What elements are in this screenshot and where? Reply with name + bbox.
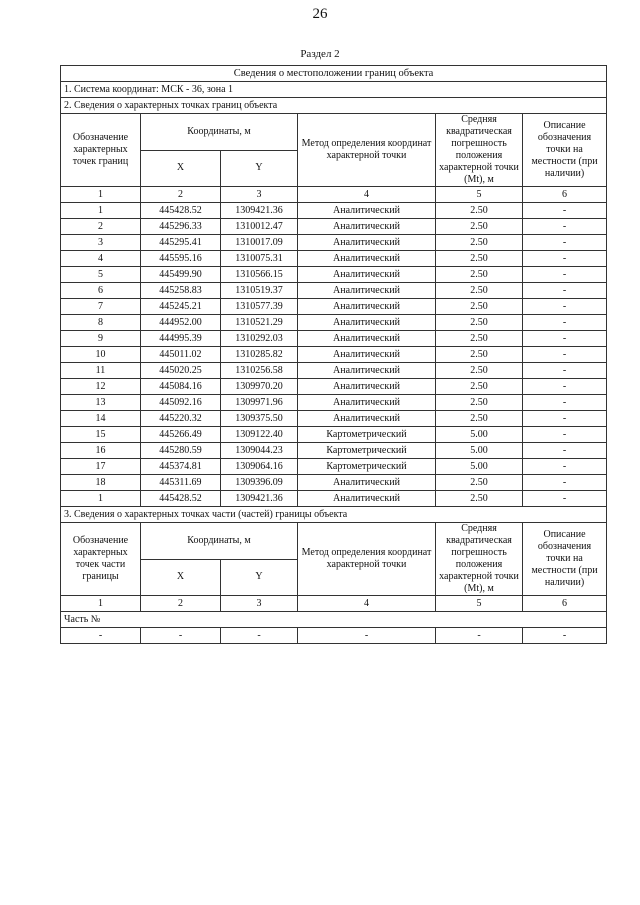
error-cell: 2.50 (436, 363, 523, 379)
coord-x-cell: 445084.16 (141, 379, 221, 395)
method-cell: Картометрический (298, 427, 436, 443)
method-cell: Аналитический (298, 267, 436, 283)
error-cell: 2.50 (436, 379, 523, 395)
table-row (61, 203, 607, 219)
table-row (61, 411, 607, 427)
method-cell: Картометрический (298, 459, 436, 475)
table-row (61, 363, 607, 379)
coord-x-cell: 445428.52 (141, 203, 221, 219)
column-number: 5 (436, 187, 523, 203)
header-description: Описание обозначения точки на местности (при наличии) (523, 114, 607, 187)
method-cell: Аналитический (298, 411, 436, 427)
error-cell: 2.50 (436, 395, 523, 411)
error-cell: 2.50 (436, 299, 523, 315)
header-designation: Обозначение характерных точек границ (61, 114, 141, 187)
coord-y-cell: 1309421.36 (221, 491, 298, 507)
error-cell: 5.00 (436, 459, 523, 475)
point-id-cell: 1 (61, 203, 141, 219)
table-row (61, 299, 607, 315)
coord-y-cell: 1310566.15 (221, 267, 298, 283)
method-cell: Аналитический (298, 219, 436, 235)
coord-x-cell: 445296.33 (141, 219, 221, 235)
point-id-cell: 7 (61, 299, 141, 315)
error-cell: 5.00 (436, 427, 523, 443)
coord-y-cell: 1309122.40 (221, 427, 298, 443)
point-id-cell: 17 (61, 459, 141, 475)
column-number: 3 (221, 596, 298, 612)
header2-coordinates: Координаты, м (141, 523, 298, 560)
point-id-cell: 9 (61, 331, 141, 347)
method-cell: Аналитический (298, 379, 436, 395)
description-cell: - (523, 203, 607, 219)
header2-x: X (141, 559, 221, 596)
header-method: Метод определения координат характерной точки (298, 114, 436, 187)
coord-y-cell: 1310519.37 (221, 283, 298, 299)
coord-y-cell: 1310521.29 (221, 315, 298, 331)
point-id-cell: 18 (61, 475, 141, 491)
header2-error: Средняя квадратическая погрешность положения характерной точки (Mt), м (436, 523, 523, 596)
method-cell: Аналитический (298, 299, 436, 315)
coord-x-cell: 444952.00 (141, 315, 221, 331)
description-cell: - (523, 395, 607, 411)
coord-y-cell: 1310285.82 (221, 347, 298, 363)
coord-y-cell: 1309375.50 (221, 411, 298, 427)
coord-x-cell: 445595.16 (141, 251, 221, 267)
coord-y-cell: 1309064.16 (221, 459, 298, 475)
method-cell: Аналитический (298, 491, 436, 507)
description-cell: - (523, 299, 607, 315)
table-row (61, 219, 607, 235)
header2-designation: Обозначение характерных точек части границы (61, 523, 141, 596)
point-id-cell: 6 (61, 283, 141, 299)
description-cell: - (523, 459, 607, 475)
point-id-cell: 15 (61, 427, 141, 443)
coord-y-cell: 1310292.03 (221, 331, 298, 347)
column-number: 5 (436, 596, 523, 612)
error-cell: 2.50 (436, 331, 523, 347)
header-y: Y (221, 150, 298, 187)
coord-system: 1. Система координат: МСК - 36, зона 1 (61, 82, 607, 98)
table-cell: - (221, 628, 298, 644)
coord-x-cell: 445245.21 (141, 299, 221, 315)
point-id-cell: 12 (61, 379, 141, 395)
description-cell: - (523, 251, 607, 267)
coord-x-cell: 445220.32 (141, 411, 221, 427)
description-cell: - (523, 475, 607, 491)
coord-y-cell: 1310075.31 (221, 251, 298, 267)
description-cell: - (523, 443, 607, 459)
error-cell: 2.50 (436, 491, 523, 507)
table-row (61, 491, 607, 507)
column-number: 2 (141, 187, 221, 203)
table-row (61, 443, 607, 459)
column-number: 2 (141, 596, 221, 612)
table-row (61, 283, 607, 299)
method-cell: Аналитический (298, 251, 436, 267)
method-cell: Аналитический (298, 475, 436, 491)
coord-y-cell: 1310256.58 (221, 363, 298, 379)
description-cell: - (523, 347, 607, 363)
table-row (61, 395, 607, 411)
coord-x-cell: 445258.83 (141, 283, 221, 299)
coord-x-cell: 445280.59 (141, 443, 221, 459)
point-id-cell: 14 (61, 411, 141, 427)
point-id-cell: 10 (61, 347, 141, 363)
table-row (61, 315, 607, 331)
column-number: 4 (298, 596, 436, 612)
error-cell: 2.50 (436, 267, 523, 283)
table-row (61, 427, 607, 443)
point-id-cell: 8 (61, 315, 141, 331)
header-x: X (141, 150, 221, 187)
method-cell: Аналитический (298, 203, 436, 219)
coord-x-cell: 445020.25 (141, 363, 221, 379)
error-cell: 2.50 (436, 347, 523, 363)
table-cell: - (141, 628, 221, 644)
method-cell: Аналитический (298, 363, 436, 379)
table-cell: - (523, 628, 607, 644)
column-number: 3 (221, 187, 298, 203)
method-cell: Аналитический (298, 235, 436, 251)
error-cell: 2.50 (436, 219, 523, 235)
table-row (61, 235, 607, 251)
column-number: 1 (61, 596, 141, 612)
header2-y: Y (221, 559, 298, 596)
description-cell: - (523, 267, 607, 283)
coord-x-cell: 445374.81 (141, 459, 221, 475)
table-row (61, 475, 607, 491)
column-number: 4 (298, 187, 436, 203)
description-cell: - (523, 411, 607, 427)
coord-x-cell: 445295.41 (141, 235, 221, 251)
description-cell: - (523, 363, 607, 379)
coord-y-cell: 1309970.20 (221, 379, 298, 395)
coord-y-cell: 1310012.47 (221, 219, 298, 235)
header2-method: Метод определения координат характерной точки (298, 523, 436, 596)
point-id-cell: 1 (61, 491, 141, 507)
error-cell: 2.50 (436, 251, 523, 267)
description-cell: - (523, 219, 607, 235)
point-id-cell: 13 (61, 395, 141, 411)
empty-part-row (61, 628, 607, 644)
column-number: 1 (61, 187, 141, 203)
method-cell: Аналитический (298, 395, 436, 411)
coord-y-cell: 1310577.39 (221, 299, 298, 315)
point-id-cell: 4 (61, 251, 141, 267)
column-number: 6 (523, 596, 607, 612)
coord-x-cell: 445499.90 (141, 267, 221, 283)
description-cell: - (523, 235, 607, 251)
coord-x-cell: 445011.02 (141, 347, 221, 363)
error-cell: 2.50 (436, 475, 523, 491)
point-id-cell: 5 (61, 267, 141, 283)
coord-x-cell: 444995.39 (141, 331, 221, 347)
section-title: Раздел 2 (300, 48, 340, 60)
table-cell: - (436, 628, 523, 644)
coord-y-cell: 1309044.23 (221, 443, 298, 459)
description-cell: - (523, 427, 607, 443)
table-row (61, 251, 607, 267)
method-cell: Аналитический (298, 283, 436, 299)
description-cell: - (523, 315, 607, 331)
error-cell: 2.50 (436, 315, 523, 331)
error-cell: 2.50 (436, 283, 523, 299)
description-cell: - (523, 379, 607, 395)
error-cell: 5.00 (436, 443, 523, 459)
column-numbers-row-2 (61, 596, 607, 612)
column-number: 6 (523, 187, 607, 203)
coord-x-cell: 445092.16 (141, 395, 221, 411)
point-id-cell: 2 (61, 219, 141, 235)
method-cell: Аналитический (298, 331, 436, 347)
table-title: Сведения о местоположении границ объекта (61, 66, 607, 82)
error-cell: 2.50 (436, 203, 523, 219)
table-row (61, 459, 607, 475)
header-coordinates: Координаты, м (141, 114, 298, 151)
table-row (61, 347, 607, 363)
description-cell: - (523, 283, 607, 299)
table-row (61, 267, 607, 283)
coord-x-cell: 445266.49 (141, 427, 221, 443)
column-numbers-row (61, 187, 607, 203)
coord-y-cell: 1309971.96 (221, 395, 298, 411)
point-id-cell: 16 (61, 443, 141, 459)
coord-y-cell: 1309421.36 (221, 203, 298, 219)
method-cell: Аналитический (298, 347, 436, 363)
points-heading: 2. Сведения о характерных точках границ объекта (61, 98, 607, 114)
description-cell: - (523, 331, 607, 347)
method-cell: Картометрический (298, 443, 436, 459)
coord-y-cell: 1309396.09 (221, 475, 298, 491)
coord-x-cell: 445311.69 (141, 475, 221, 491)
table-cell: - (298, 628, 436, 644)
point-id-cell: 11 (61, 363, 141, 379)
header2-description: Описание обозначения точки на местности (при наличии) (523, 523, 607, 596)
description-cell: - (523, 491, 607, 507)
table-row (61, 379, 607, 395)
parts-heading: 3. Сведения о характерных точках части (частей) границы объекта (61, 507, 607, 523)
part-label: Часть № (61, 612, 607, 628)
boundary-table (60, 65, 607, 644)
page-number: 26 (312, 6, 328, 22)
error-cell: 2.50 (436, 411, 523, 427)
header-error: Средняя квадратическая погрешность положения характерной точки (Mt), м (436, 114, 523, 187)
coord-y-cell: 1310017.09 (221, 235, 298, 251)
coord-x-cell: 445428.52 (141, 491, 221, 507)
method-cell: Аналитический (298, 315, 436, 331)
point-id-cell: 3 (61, 235, 141, 251)
table-cell: - (61, 628, 141, 644)
error-cell: 2.50 (436, 235, 523, 251)
table-row (61, 331, 607, 347)
